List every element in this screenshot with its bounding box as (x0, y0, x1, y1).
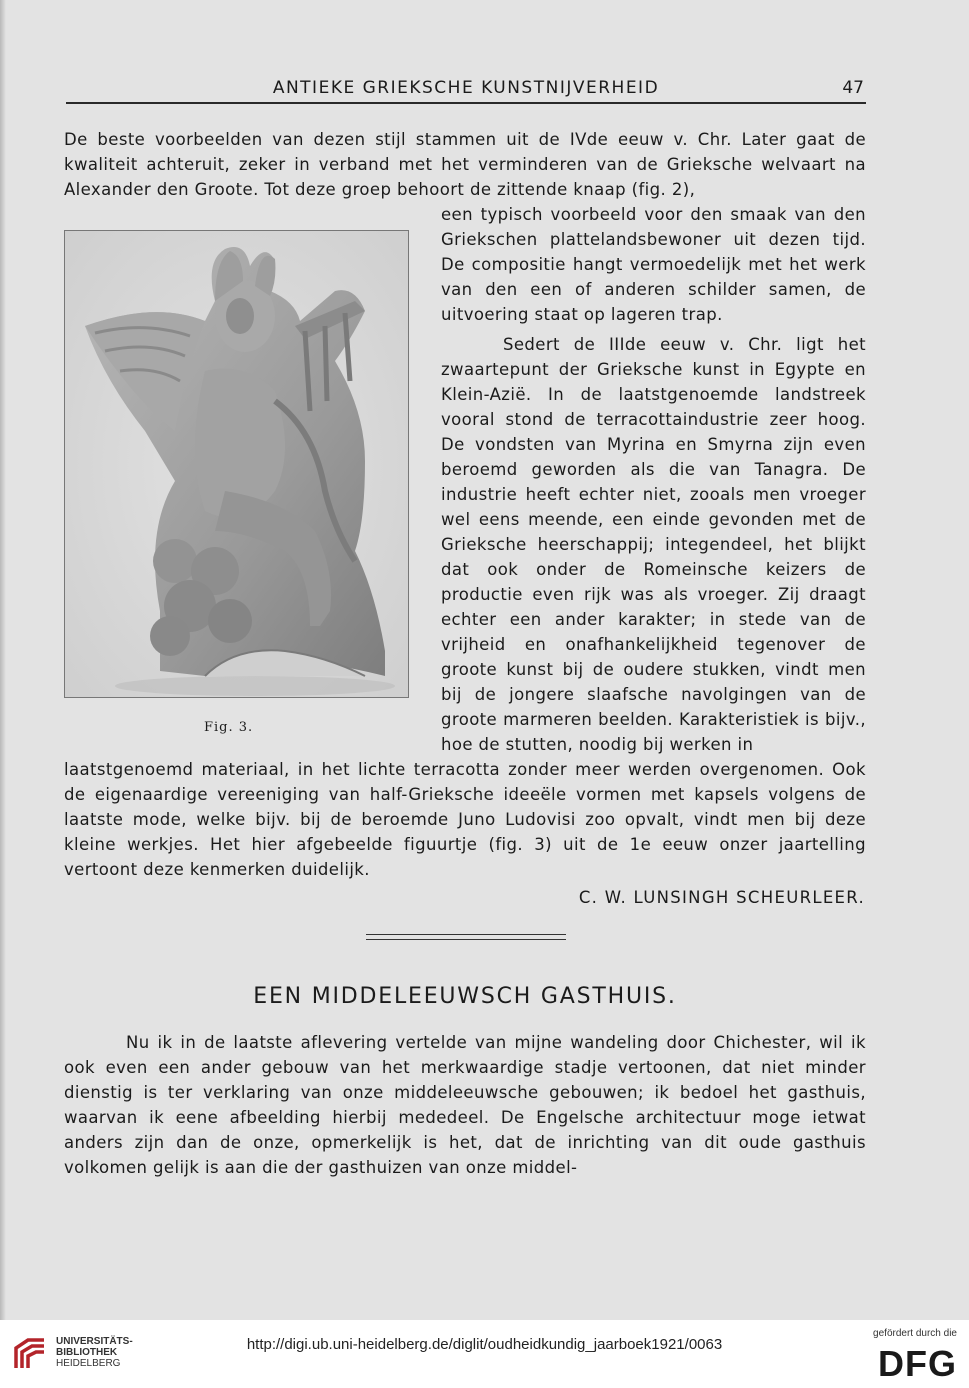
author-signature: C. W. LUNSINGH SCHEURLEER. (578, 888, 865, 907)
article1-paragraph1-column: een typisch voorbeeld voor den smaak van den Griekschen plattelandsbewoner uit dezen tijd. De compositie hangt vermoedelijk met het werk van den een of anderen schilder samen, de uitvoering staat op lageren trap. (441, 205, 866, 324)
library-name-line1: UNIVERSITÄTS- (56, 1336, 133, 1347)
digitization-footer (0, 1320, 969, 1388)
section-divider (366, 934, 566, 940)
running-head-title: ANTIEKE GRIEKSCHE KUNSTNIJVERHEID (272, 78, 660, 98)
winged-figure-image (65, 231, 409, 698)
page-edge-shadow (0, 0, 6, 1320)
funded-by-label: gefördert durch die (873, 1328, 957, 1339)
article2-title: EEN MIDDELEEUWSCH GASTHUIS. (253, 984, 677, 1009)
article1-paragraph1-full: De beste voorbeelden van dezen stijl stammen uit de IVde eeuw v. Chr. Later gaat de kwaliteit achteruit, zeker in verband met het verminderen van de Grieksche welvaart na Alexander den Groote. Tot deze groep behoort de zittende knaap (fig. 2), (64, 130, 866, 199)
page-number: 47 (842, 78, 864, 98)
dfg-logo[interactable]: DFG (878, 1343, 957, 1384)
terracotta-figure-photo (64, 230, 409, 698)
source-url-link[interactable]: http://digi.ub.uni-heidelberg.de/diglit/oudheidkundig_jaarboek1921/0063 (246, 1336, 723, 1353)
library-name-line3: HEIDELBERG (56, 1358, 121, 1369)
figure-caption: Fig. 3. (204, 720, 254, 735)
article1-paragraph2-column: Sedert de IIIde eeuw v. Chr. ligt het zwaartepunt der Grieksche kunst in Egypte en Klein-Azië. In de laatstgenoemde landstreek vooral stond de terracottaindustrie zeer hoog. De vondsten van Myrina en Smyrna zijn even beroemd geworden als die van Tanagra. De industrie heeft echter niet, zooals men vroeger wel eens meende, een einde gevonden met de Grieksche heerschappij; integendeel, het blijkt dat ook onder de Romeinsche keizers de productie even rijk was als vroeger. Zij draagt echter een ander karakter; in stede van de vrijheid en onafhankelijkheid tegenover de groote kunst bij de oudere stukken, vindt men bij de jongere slaafsche navolgingen van de groote marmeren beelden. Karakteristiek is bijv., hoe de stutten, noodig bij werken in (441, 335, 866, 754)
article1-paragraph2-full: laatstgenoemd materiaal, in het lichte terracotta zonder meer werden overgenomen. Ook de eigenaardige vereeniging van half-Grieksche ideeële vormen met kapsels volgens de laatste mode, welke bijv. bij de beroemde Juno Ludovisi zoo opvalt, vindt men bij deze kleine werkjes. Het hier afgebeelde figuurtje (fig. 3) uit de 1e eeuw onzer jaartelling vertoont deze kenmerken duidelijk. (64, 760, 866, 879)
running-head (66, 78, 866, 104)
library-name-line2: BIBLIOTHEK (56, 1347, 118, 1358)
article2-paragraph1: Nu ik in de laatste aflevering vertelde van mijne wandeling door Chichester, wil ik ook even een ander gebouw van het merkwaardige stadje vertoonen, dat niet minder dienstig is ter verklaring van onze middeleeuwsche gebouwen; ik bedoel het gasthuis, waarvan ik eene afbeelding hierbij mededeel. De Engelsche architectuur moge ietwat anders zijn dan de onze, opmerkelijk is het, dat de inrichting van dit oude gasthuis volkomen gelijk is aan die der gasthuizen van onze middel- (64, 1033, 866, 1177)
